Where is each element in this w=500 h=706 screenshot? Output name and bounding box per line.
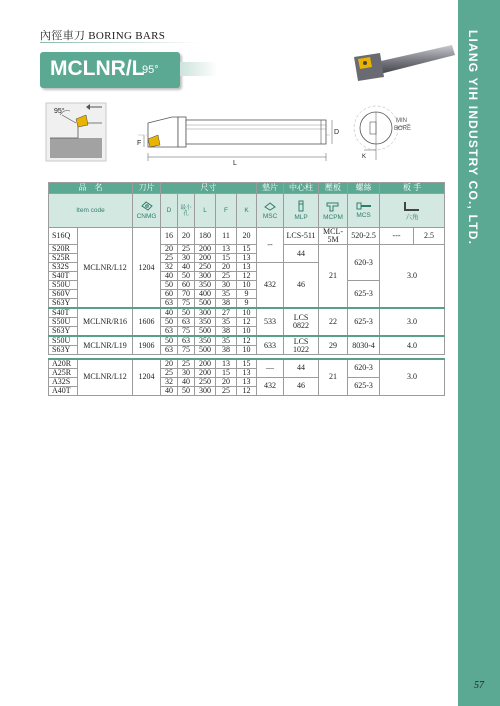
pin-line-2: 1022: [293, 344, 310, 354]
size-cell: A32S: [49, 377, 78, 386]
min-bore-cell: 40: [178, 377, 195, 386]
f-cell: 38: [216, 346, 237, 355]
min-bore-cell: 50: [178, 386, 195, 395]
insert-cell: 1204: [133, 359, 161, 396]
dimensions-header: 尺寸: [161, 183, 257, 194]
f-cell: 35: [216, 336, 237, 346]
l-cell: 350: [195, 336, 216, 346]
pin-line-1: LCS: [293, 313, 309, 322]
k-cell: 12: [237, 318, 257, 327]
d-cell: 20: [161, 359, 178, 369]
min-bore-cell: 50: [178, 272, 195, 281]
pin-cell: 46: [284, 377, 319, 395]
f-cell: 38: [216, 327, 237, 337]
f-header: F: [216, 194, 237, 228]
model-name: MCLNR/L: [50, 57, 145, 80]
wrench-header: 板 手: [380, 183, 445, 194]
d-cell: 25: [161, 368, 178, 377]
shim-cell: 432: [257, 377, 284, 395]
min-bore-cell: 30: [178, 254, 195, 263]
f-cell: 20: [216, 263, 237, 272]
pin-line-2: 0822: [293, 321, 310, 330]
d-label: D: [334, 129, 340, 136]
size-cell: S60V: [49, 290, 78, 299]
wrench-cell: 4.0: [380, 336, 445, 355]
k-cell: 15: [237, 359, 257, 369]
f-cell: 13: [216, 359, 237, 369]
cnmg-header: [133, 194, 161, 228]
insert-cell: 1204: [133, 228, 161, 309]
end-view-drawing: [352, 98, 422, 168]
l-cell: 200: [195, 245, 216, 254]
min-bore-cell: 25: [178, 359, 195, 369]
l-cell: 350: [195, 281, 216, 290]
f-cell: 20: [216, 377, 237, 386]
pin-icon: [295, 200, 307, 212]
size-cell: S40T: [49, 272, 78, 281]
size-cell: S40T: [49, 308, 78, 318]
clamp-cell: 29: [319, 336, 348, 355]
item-code-header: Item code: [49, 194, 133, 228]
pin-line-1: LCS: [293, 336, 309, 346]
center-pin-header: 中心柱: [284, 183, 319, 194]
k-cell: 13: [237, 263, 257, 272]
shim-header: 墊片: [257, 183, 284, 194]
d-cell: 25: [161, 254, 178, 263]
f-cell: 30: [216, 281, 237, 290]
header-divider: [40, 42, 200, 43]
pin-cell: LCS-511: [284, 228, 319, 245]
min-bore-cell: 40: [178, 263, 195, 272]
min-bore-cell: 75: [178, 346, 195, 355]
min-bore-header: 最小孔: [178, 194, 195, 228]
hex-label: 六角: [405, 213, 419, 221]
min-bore-cell: 70: [178, 290, 195, 299]
pin-cell: 46: [284, 263, 319, 309]
d-cell: 60: [161, 290, 178, 299]
k-cell: 12: [237, 336, 257, 346]
d-cell: 50: [161, 281, 178, 290]
f-cell: 25: [216, 386, 237, 395]
d-cell: 16: [161, 228, 178, 245]
item-code-cell: MCLNR/R16: [78, 308, 133, 336]
size-cell: S20R: [49, 245, 78, 254]
k-cell: 9: [237, 290, 257, 299]
size-cell: S63Y: [49, 299, 78, 309]
clamp-cell: 22: [319, 308, 348, 336]
k-header: K: [237, 194, 257, 228]
d-cell: 20: [161, 245, 178, 254]
shim-icon: [264, 201, 276, 211]
hex-key-icon: [403, 200, 421, 212]
clamp-header: 壓板: [319, 183, 348, 194]
l-cell: 300: [195, 272, 216, 281]
f-cell: 35: [216, 318, 237, 327]
shim-cell: --: [257, 228, 284, 263]
product-photo: [330, 35, 455, 85]
min-bore-cell: 20: [178, 228, 195, 245]
header-row-sub: [49, 194, 445, 228]
d-cell: 40: [161, 272, 178, 281]
l-cell: 300: [195, 386, 216, 395]
f-cell: 35: [216, 290, 237, 299]
msc-header: [257, 194, 284, 228]
insert-cell: 1606: [133, 308, 161, 336]
l-cell: 500: [195, 327, 216, 337]
d-cell: 50: [161, 336, 178, 346]
item-code-cell: MCLNR/L12: [78, 228, 133, 309]
insert-header: 刀片: [133, 183, 161, 194]
clamp-cell: MCL-5M: [319, 228, 348, 245]
min-bore-cell: 30: [178, 368, 195, 377]
size-cell: S63Y: [49, 327, 78, 337]
size-cell: S63Y: [49, 346, 78, 355]
k-cell: 13: [237, 377, 257, 386]
min-bore-cell: 50: [178, 308, 195, 318]
mcs-header: [348, 194, 380, 228]
size-cell: A25R: [49, 368, 78, 377]
model-banner: [40, 52, 180, 88]
screw-cell: 625-3: [348, 377, 380, 395]
pin-cell: 44: [284, 245, 319, 263]
shim-cell: 432: [257, 263, 284, 309]
hex-header: [380, 194, 445, 228]
mlp-label: MLP: [294, 213, 308, 221]
l-cell: 350: [195, 318, 216, 327]
l-header: L: [195, 194, 216, 228]
mcpm-label: MCPM: [323, 213, 343, 221]
model-angle: 95°: [142, 64, 159, 76]
d-cell: 50: [161, 318, 178, 327]
screw-cell: 520-2.5: [348, 228, 380, 245]
clamp-cell: 21: [319, 245, 348, 309]
k-cell: 13: [237, 368, 257, 377]
clamp-cell: 21: [319, 359, 348, 396]
banner-swoosh: [180, 62, 218, 76]
min-bore-cell: 75: [178, 327, 195, 337]
product-header: 品 名: [49, 183, 133, 194]
angle-label: 95°: [54, 108, 65, 115]
l-cell: 200: [195, 359, 216, 369]
page-number: 57: [474, 680, 484, 691]
insert-icon: [141, 201, 153, 211]
size-cell: A20R: [49, 359, 78, 369]
pin-cell: 44: [284, 359, 319, 378]
spec-table: [48, 182, 445, 396]
size-cell: S32S: [49, 263, 78, 272]
size-cell: S50U: [49, 336, 78, 346]
l-cell: 400: [195, 290, 216, 299]
shim-cell: 533: [257, 308, 284, 336]
k-cell: 12: [237, 272, 257, 281]
company-name: LIANG YIH INDUSTRY CO., LTD.: [466, 30, 480, 246]
min-bore-cell: 63: [178, 318, 195, 327]
d-cell: 63: [161, 327, 178, 337]
wrench-cell: ---: [380, 228, 414, 245]
item-code-cell: MCLNR/L19: [78, 336, 133, 355]
wrench-cell: 3.0: [380, 308, 445, 336]
l-cell: 250: [195, 377, 216, 386]
size-cell: S16Q: [49, 228, 78, 245]
min-bore-label-2: BORE: [394, 126, 412, 132]
k-label: K: [362, 154, 367, 160]
k-cell: 10: [237, 308, 257, 318]
d-cell: 40: [161, 308, 178, 318]
f-cell: 15: [216, 368, 237, 377]
f-label: F: [137, 140, 142, 147]
wrench-cell: 3.0: [380, 245, 445, 309]
size-cell: A40T: [49, 386, 78, 395]
mcpm-header: [319, 194, 348, 228]
screw-cell: 625-3: [348, 308, 380, 336]
k-cell: 13: [237, 254, 257, 263]
l-cell: 500: [195, 346, 216, 355]
k-cell: 10: [237, 327, 257, 337]
size-cell: S50U: [49, 318, 78, 327]
k-cell: 20: [237, 228, 257, 245]
wrench-cell: 2.5: [414, 228, 445, 245]
k-cell: 12: [237, 386, 257, 395]
l-cell: 250: [195, 263, 216, 272]
clamp-icon: [326, 200, 340, 212]
min-bore-cell: 25: [178, 245, 195, 254]
f-cell: 27: [216, 308, 237, 318]
d-header: D: [161, 194, 178, 228]
side-view-drawing: [40, 95, 340, 170]
table-row: [49, 228, 445, 245]
wrench-cell: 3.0: [380, 359, 445, 396]
d-cell: 40: [161, 386, 178, 395]
screw-cell: 620-3: [348, 359, 380, 378]
screw-cell: 625-3: [348, 281, 380, 309]
cnmg-label: CNMG: [136, 212, 157, 220]
screw-cell: 8030-4: [348, 336, 380, 355]
screw-header: 螺絲: [348, 183, 380, 194]
d-cell: 32: [161, 377, 178, 386]
table-row: [49, 359, 445, 369]
f-cell: 11: [216, 228, 237, 245]
header-row-main: [49, 183, 445, 194]
d-cell: 63: [161, 299, 178, 309]
item-code-cell: MCLNR/L12: [78, 359, 133, 396]
pin-cell: [284, 308, 319, 336]
d-cell: 63: [161, 346, 178, 355]
screw-icon: [356, 202, 372, 210]
l-cell: 300: [195, 308, 216, 318]
pin-cell: [284, 336, 319, 355]
l-cell: 180: [195, 228, 216, 245]
f-cell: 25: [216, 272, 237, 281]
k-cell: 10: [237, 281, 257, 290]
section-title: 內徑車刀 BORING BARS: [40, 30, 166, 42]
f-cell: 13: [216, 245, 237, 254]
shim-cell: —: [257, 359, 284, 378]
min-bore-label-1: MIN: [396, 118, 407, 124]
min-bore-cell: 63: [178, 336, 195, 346]
size-cell: S50U: [49, 281, 78, 290]
l-label: L: [233, 160, 237, 167]
insert-cell: 1906: [133, 336, 161, 355]
size-cell: S25R: [49, 254, 78, 263]
min-bore-cell: 75: [178, 299, 195, 309]
msc-label: MSC: [262, 212, 278, 220]
f-cell: 15: [216, 254, 237, 263]
mcs-label: MCS: [356, 211, 371, 219]
min-bore-cell: 60: [178, 281, 195, 290]
shim-cell: 633: [257, 336, 284, 355]
screw-cell: 620-3: [348, 245, 380, 281]
k-cell: 10: [237, 346, 257, 355]
l-cell: 500: [195, 299, 216, 309]
d-cell: 32: [161, 263, 178, 272]
l-cell: 200: [195, 368, 216, 377]
l-cell: 200: [195, 254, 216, 263]
f-cell: 38: [216, 299, 237, 309]
k-cell: 15: [237, 245, 257, 254]
mlp-header: [284, 194, 319, 228]
k-cell: 9: [237, 299, 257, 309]
